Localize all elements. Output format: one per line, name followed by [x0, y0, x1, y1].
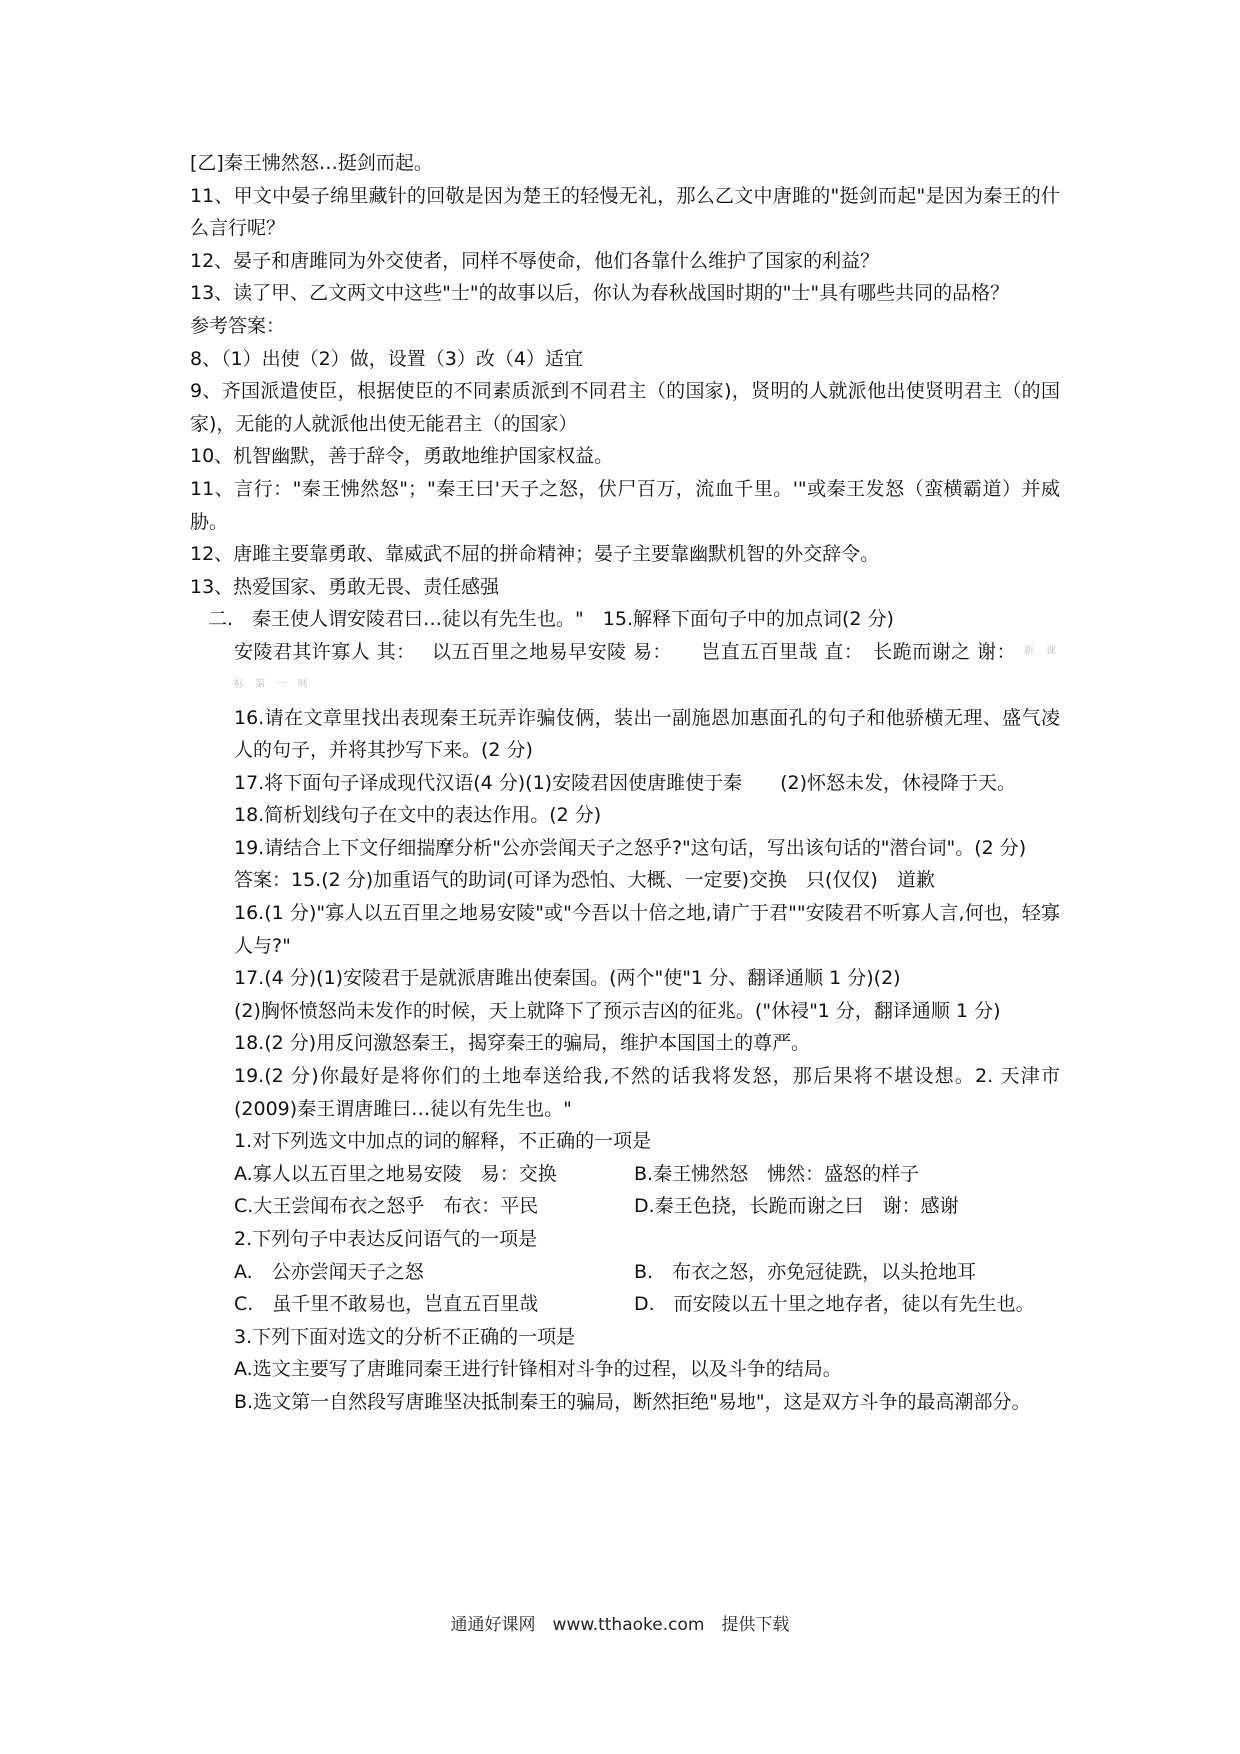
answer-8: 8、（1）出使（2）做，设置（3）改（4）适宜 [190, 347, 583, 370]
mc1-options-cd [190, 1190, 1060, 1223]
answer-11: 11、言行："秦王怫然怒"；"秦王曰'天子之怒，伏尸百万，流血千里。'"或秦王发怒（蛮横霸道）并威胁。 [190, 477, 1060, 533]
answer-16: 16.(1 分)"寡人以五百里之地易安陵"或"今吾以十倍之地,请广于君""安陵君不听寡人言,何也，轻寡人与?" [234, 902, 1060, 957]
mc1-options-ab [190, 1158, 1060, 1191]
option-b: B.秦王怫然怒 怫然：盛怒的样子 [634, 1162, 920, 1185]
answer-13: 13、热爱国家、勇敢无畏、责任感强 [190, 575, 500, 598]
document-body [190, 147, 1060, 1419]
page-footer: 通通好课网 www.tthaoke.com 提供下载 [450, 1615, 790, 1635]
answer-9: 9、齐国派遣使臣，根据使臣的不同素质派到不同君主（的国家)，贤明的人就派他出使贤明君主（的国家)，无能的人就派他出使无能君主（的国家） [190, 380, 1060, 435]
mc2-options-ab [190, 1256, 1060, 1289]
answer-15: 答案：15.(2 分)加重语气的助词(可译为恐怕、大概、一定要)交换 只(仅仅) 道歉 [234, 869, 935, 892]
text-line: [乙]秦王怫然怒…挺剑而起。 [190, 152, 433, 174]
mc3-option-b: B.选文第一自然段写唐雎坚决抵制秦王的骗局，断然拒绝"易地"，这是双方斗争的最高潮部分。 [234, 1390, 1031, 1413]
option-c: C.大王尝闻布衣之怒乎 布衣：平民 [234, 1195, 539, 1218]
question-18: 18.简析划线句子在文中的表达作用。(2 分) [234, 804, 602, 827]
section-two-heading: 二. 秦王使人谓安陵君曰…徒以有先生也。" 15.解释下面句子中的加点词(2 分) [208, 608, 894, 631]
answers-heading: 参考答案： [190, 314, 286, 337]
option-d: D. 而安陵以五十里之地存者，徒以有先生也。 [634, 1293, 1035, 1316]
mc-question-3: 3.下列下面对选文的分析不正确的一项是 [234, 1325, 576, 1348]
question-15-text: 安陵君其许寡人 其： 以五百里之地易早安陵 易： 岂直五百里哉 直： 长跪而谢之 谢： [234, 640, 1016, 663]
mc3-option-a: A.选文主要写了唐雎同秦王进行针锋相对斗争的过程，以及斗争的结局。 [234, 1358, 842, 1381]
answer-18: 18.(2 分)用反问激怒秦王，揭穿秦王的骗局，维护本国国土的尊严。 [234, 1032, 811, 1055]
mc-question-1: 1.对下列选文中加点的词的解释，不正确的一项是 [234, 1130, 652, 1153]
answer-17-2: (2)胸怀愤怒尚未发作的时候，天上就降下了预示吉凶的征兆。("休祲"1 分，翻译通顺 1 分) [234, 999, 1001, 1022]
answer-17-1: 17.(4 分)(1)安陵君于是就派唐雎出使秦国。(两个"使"1 分、翻译通顺 1 分)(2) [234, 967, 901, 990]
answer-12: 12、唐雎主要靠勇敢、靠威武不屈的拼命精神；晏子主要靠幽默机智的外交辞令。 [190, 543, 880, 566]
question-19: 19.请结合上下文仔细揣摩分析"公亦尝闻天子之怒乎?"这句话，写出该句话的"潜台词"。(2 分) [234, 836, 1027, 859]
option-a: A.寡人以五百里之地易安陵 易：交换 [234, 1162, 557, 1185]
question-13: 13、读了甲、乙文两文中这些"士"的故事以后，你认为春秋战国时期的"士"具有哪些共同的品格？ [190, 282, 1010, 305]
option-b: B. 布衣之怒，亦免冠徒跣，以头抢地耳 [634, 1260, 977, 1283]
question-11: 11、甲文中晏子绵里藏针的回敬是因为楚王的轻慢无礼，那么乙文中唐雎的"挺剑而起"是因为秦王的什么言行呢？ [190, 184, 1060, 240]
question-12: 12、晏子和唐雎同为外交使者，同样不辱使命，他们各靠什么维护了国家的利益？ [190, 249, 880, 272]
mc-question-2: 2.下列句子中表达反问语气的一项是 [234, 1228, 538, 1250]
question-16: 16.请在文章里找出表现秦王玩弄诈骗伎俩，装出一副施恩加惠面孔的句子和他骄横无理、盛气凌人的句子，并将其抄写下来。(2 分) [234, 706, 1060, 762]
watermark: 新 课 标 第 一 网 [234, 646, 1060, 690]
answer-19: 19.(2 分)你最好是将你们的土地奉送给我,不然的话我将发怒，那后果将不堪设想。2. 天津市(2009)秦王谓唐雎曰…徒以有先生也。" [234, 1065, 1060, 1120]
option-a: A. 公亦尝闻天子之怒 [234, 1260, 424, 1283]
question-17: 17.将下面句子译成现代汉语(4 分)(1)安陵君因使唐雎使于秦 (2)怀怒未发，休祲降于天。 [234, 771, 1016, 794]
option-d: D.秦王色挠，长跪而谢之曰 谢：感谢 [634, 1195, 959, 1218]
mc2-options-cd [190, 1288, 1060, 1321]
answer-10: 10、机智幽默，善于辞令，勇敢地维护国家权益。 [190, 445, 614, 468]
question-15-items [190, 636, 1060, 702]
option-c: C. 虽千里不敢易也，岂直五百里哉 [234, 1293, 539, 1316]
